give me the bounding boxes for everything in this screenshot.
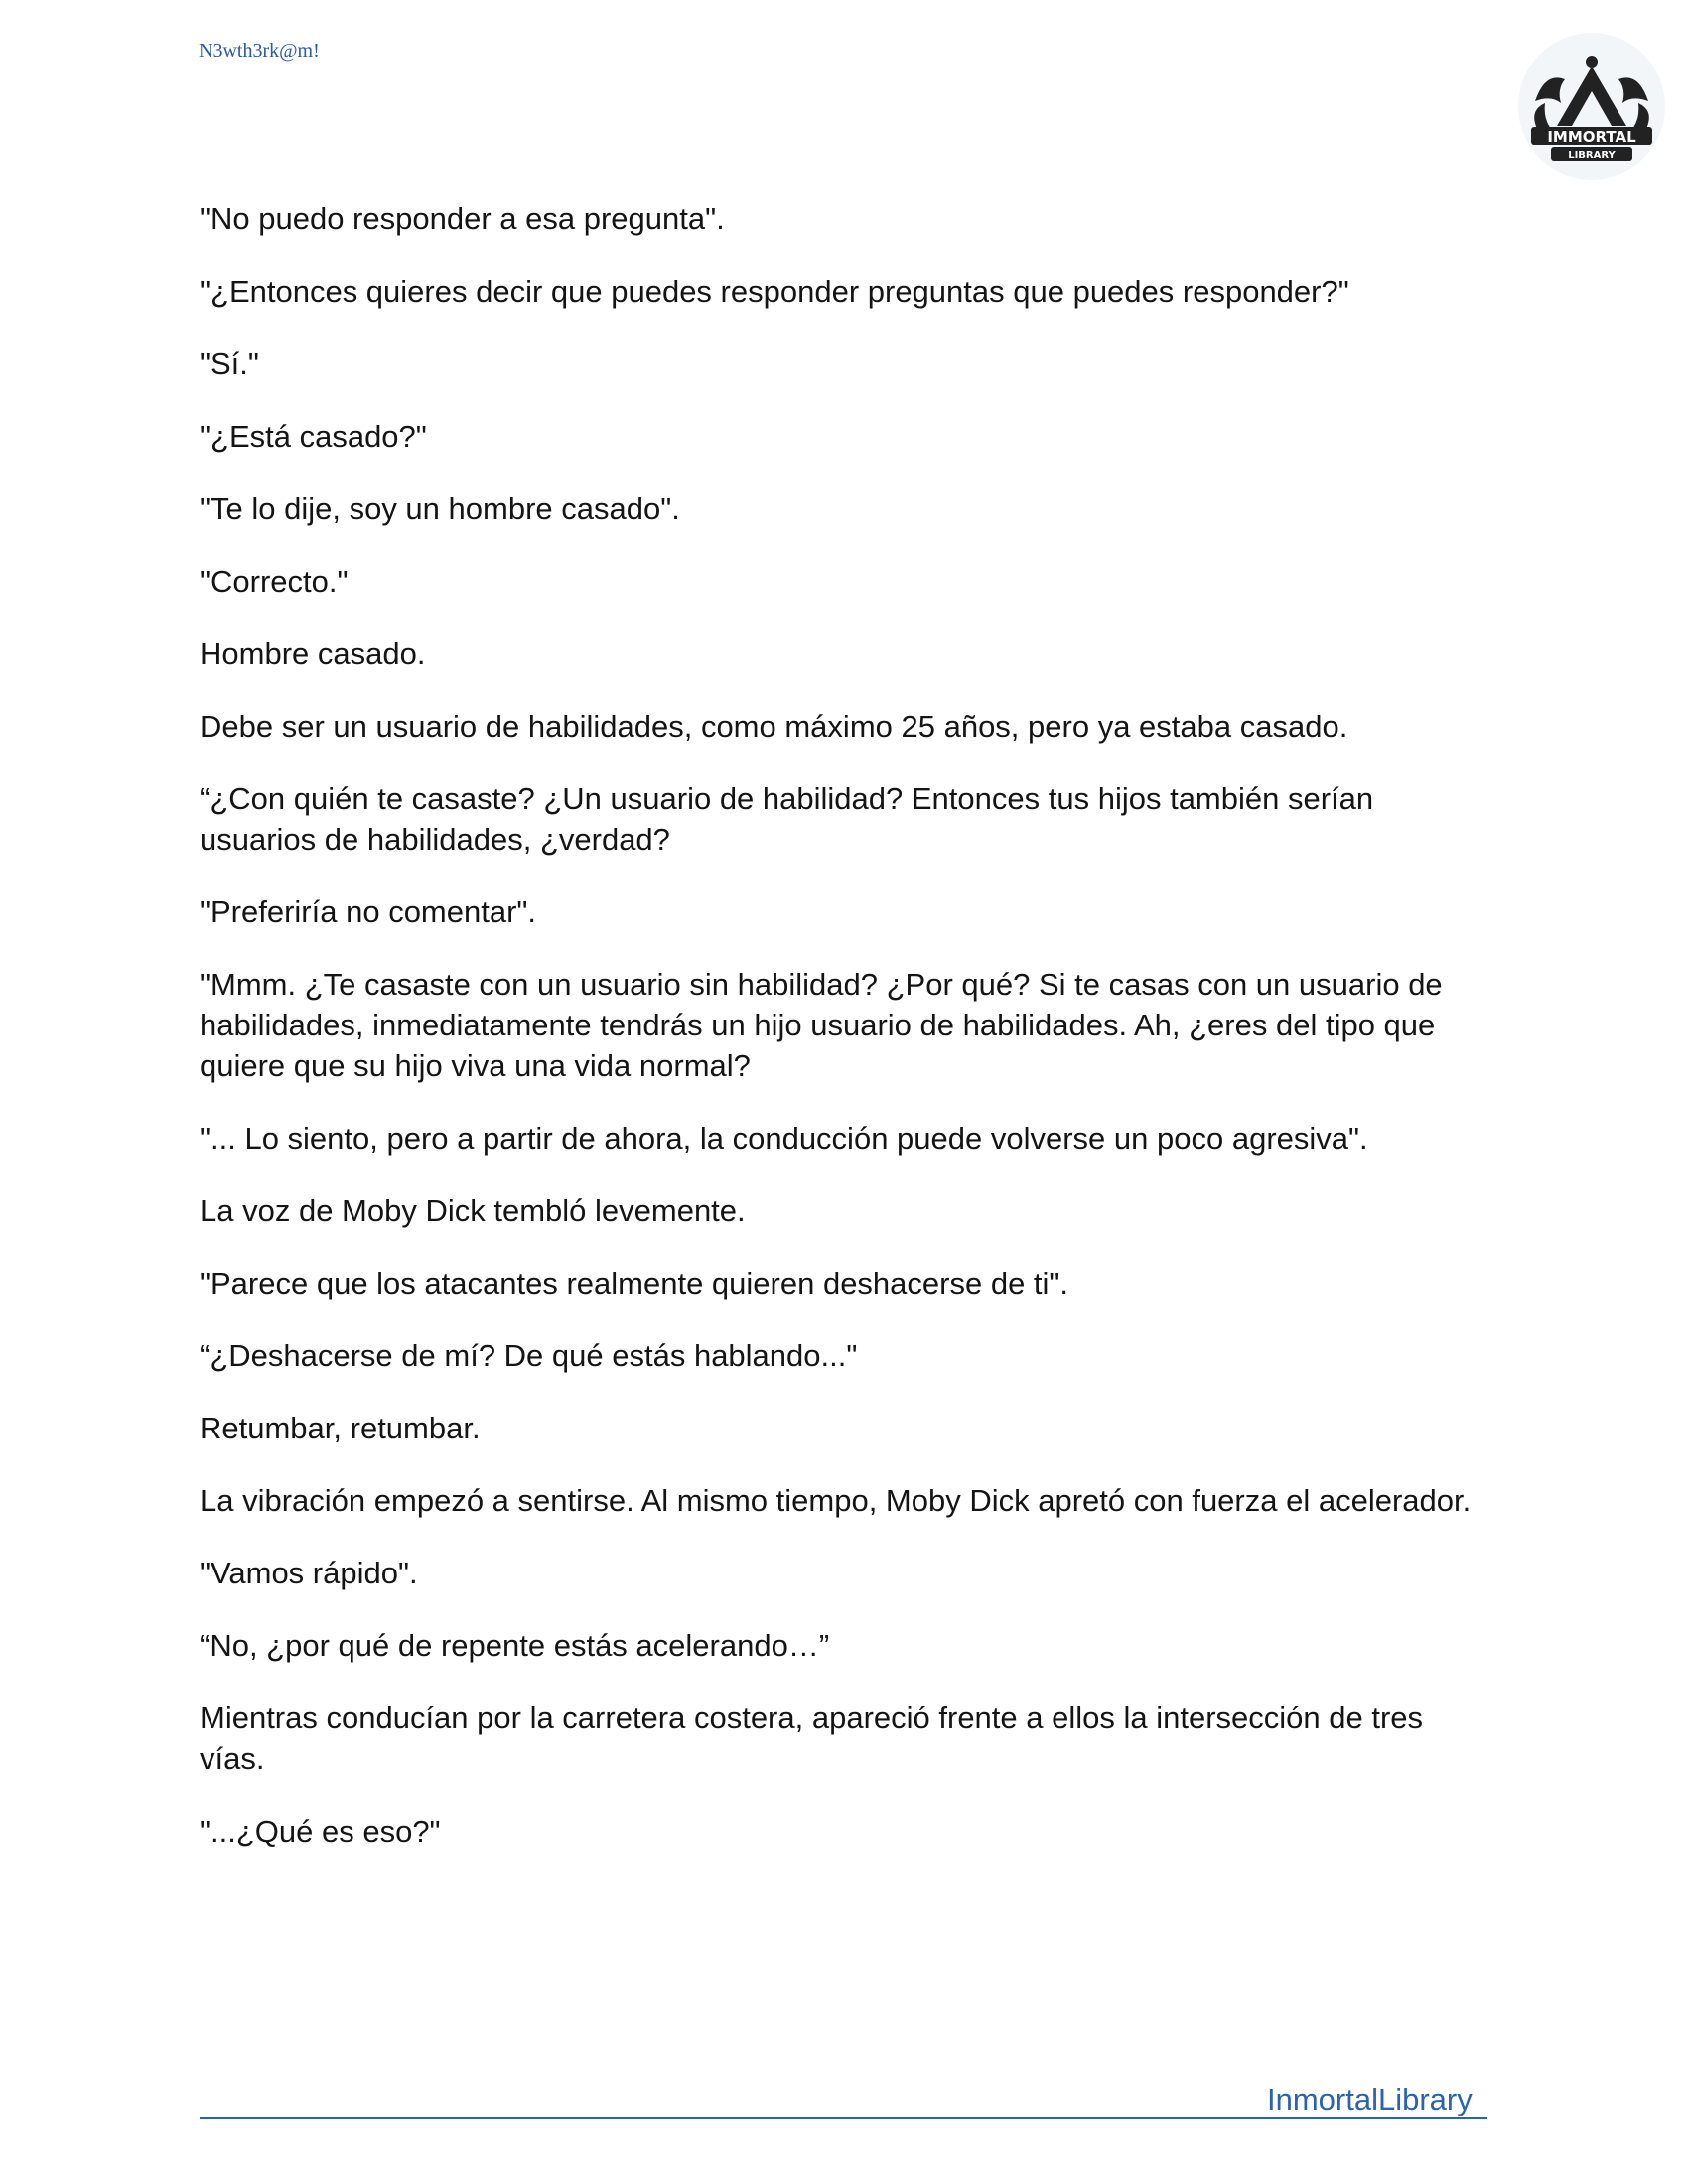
- logo-text-immortal: IMMORTAL: [1547, 128, 1636, 146]
- immortal-library-logo: [1517, 32, 1666, 181]
- paragraph: "No puedo responder a esa pregunta".: [200, 202, 725, 236]
- paragraph: "Preferiría no comentar".: [200, 894, 537, 929]
- paragraph: "Mmm. ¿Te casaste con un usuario sin habilidad? ¿Por qué? Si te casas con un usuario de habilidades, inmediatamente tendrás un hijo usuario de habilidades. Ah, ¿eres del tipo que quiere que su hijo viva una vida normal?: [200, 967, 1443, 1083]
- footer-divider: [200, 2117, 1487, 2119]
- header-watermark: N3wth3rk@m!: [199, 40, 320, 62]
- paragraph: “¿Con quién te casaste? ¿Un usuario de habilidad? Entonces tus hijos también serían usuarios de habilidades, ¿verdad?: [200, 781, 1374, 857]
- paragraph: "Te lo dije, soy un hombre casado".: [200, 491, 680, 526]
- document-body: [200, 199, 1480, 1883]
- paragraph: “¿Deshacerse de mí? De qué estás hablando...": [200, 1338, 858, 1373]
- footer-library-link[interactable]: InmortalLibrary: [1267, 2082, 1473, 2116]
- paragraph: "Sí.": [200, 346, 259, 381]
- paragraph: "Parece que los atacantes realmente quieren deshacerse de ti".: [200, 1266, 1069, 1300]
- paragraph: “No, ¿por qué de repente estás acelerando…”: [200, 1628, 830, 1663]
- paragraph: "¿Está casado?": [200, 419, 427, 454]
- paragraph: "Vamos rápido".: [200, 1556, 418, 1590]
- paragraph: Hombre casado.: [200, 636, 426, 671]
- paragraph: La voz de Moby Dick tembló levemente.: [200, 1193, 746, 1228]
- paragraph: Debe ser un usuario de habilidades, como máximo 25 años, pero ya estaba casado.: [200, 709, 1348, 744]
- paragraph: "... Lo siento, pero a partir de ahora, la conducción puede volverse un poco agresiva".: [200, 1121, 1368, 1156]
- paragraph: Mientras conducían por la carretera costera, apareció frente a ellos la intersección de tres vías.: [200, 1701, 1424, 1776]
- paragraph: Retumbar, retumbar.: [200, 1411, 481, 1445]
- paragraph: "¿Entonces quieres decir que puedes responder preguntas que puedes responder?": [200, 274, 1349, 309]
- paragraph: "...¿Qué es eso?": [200, 1814, 441, 1848]
- logo-text-library: LIBRARY: [1568, 150, 1616, 161]
- paragraph: "Correcto.": [200, 564, 349, 599]
- paragraph: La vibración empezó a sentirse. Al mismo tiempo, Moby Dick apretó con fuerza el acelerador.: [200, 1483, 1472, 1518]
